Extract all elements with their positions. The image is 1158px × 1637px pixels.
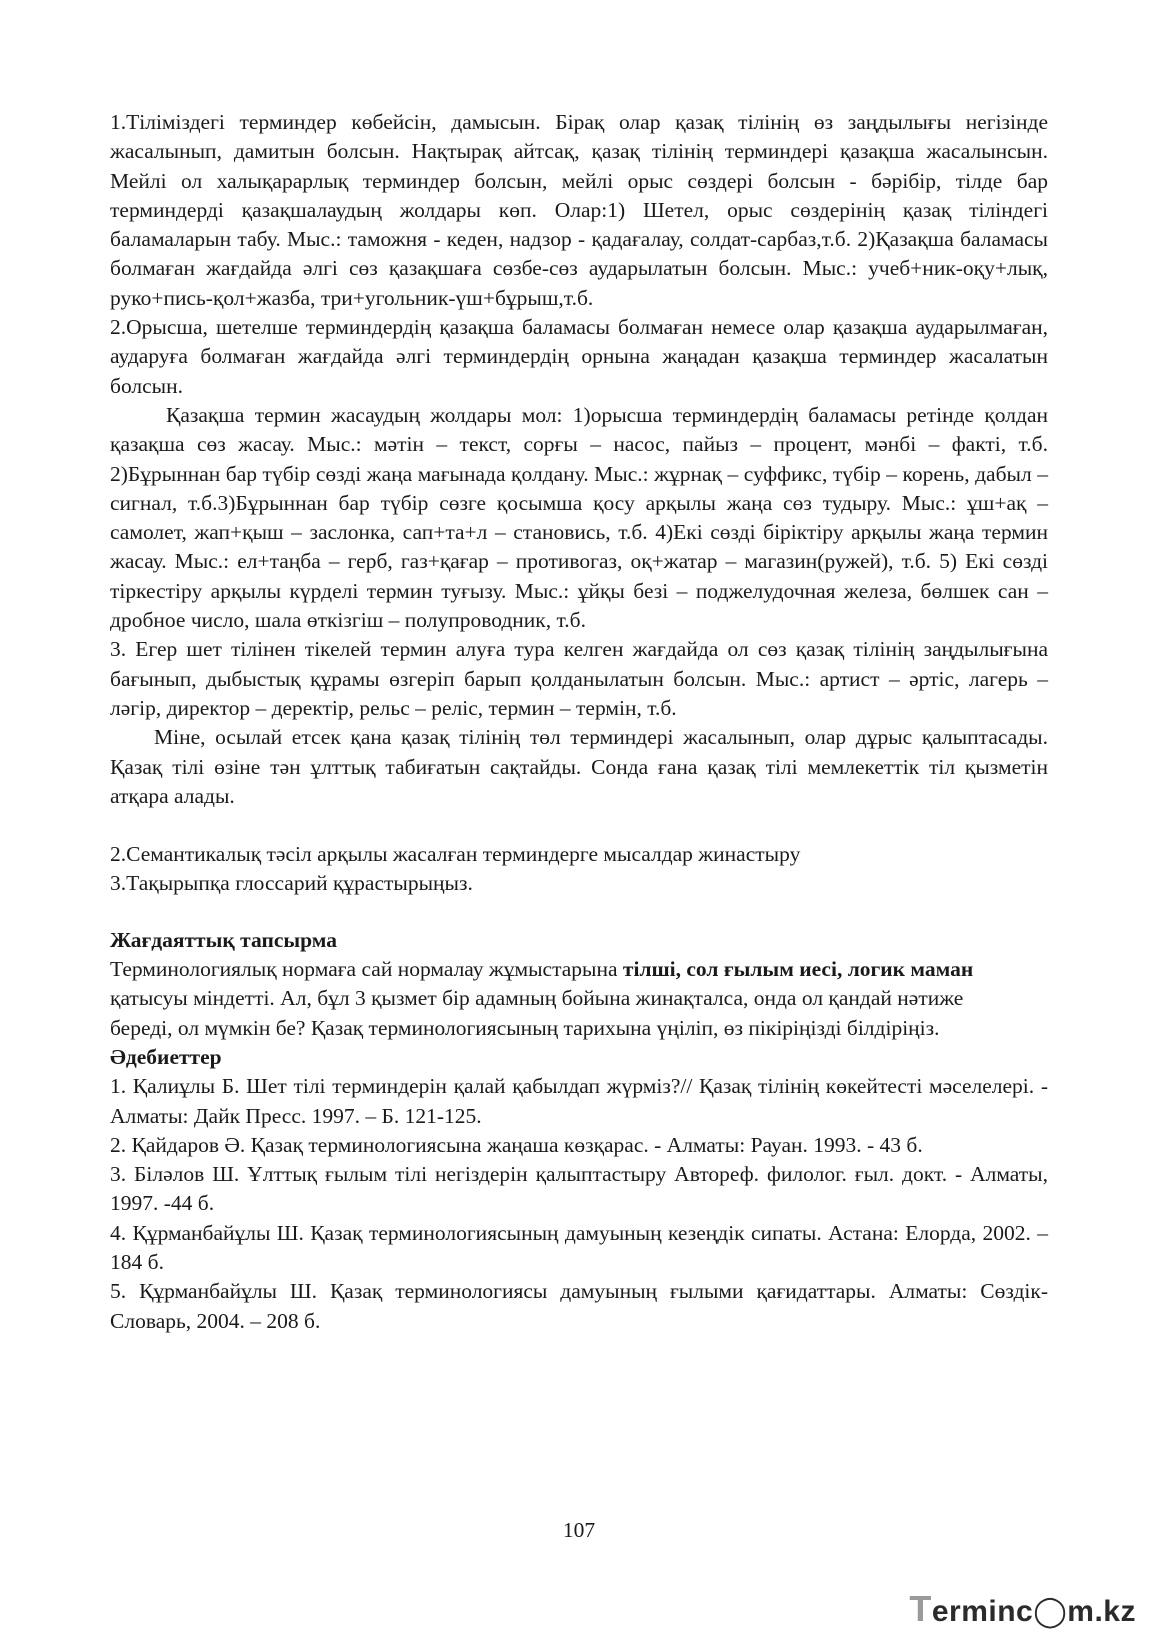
- reference-item-5: 5. Құрманбайұлы Ш. Қазақ терминологиясы дамуының ғылыми қағидаттары. Алматы: Сөздік-Словарь, 2004. – 208 б.: [110, 1279, 1048, 1333]
- task-3: 3.Тақырыпқа глоссарий құрастырыңыз.: [110, 871, 473, 896]
- situation-text-part-1: Терминологиялық нормаға сай нормалау жұмыстарына: [110, 957, 623, 982]
- reference-item-2: 2. Қайдаров Ә. Қазақ терминологиясына жаңаша көзқарас. - Алматы: Рауан. 1993. - 43 б.: [110, 1132, 923, 1157]
- watermark-logo: [909, 1588, 1136, 1630]
- situation-text: [110, 955, 1048, 1043]
- situation-bold-roles: тілші, сол ғылым иесі, логик маман: [622, 957, 974, 982]
- watermark-text: erminc◯m.kz: [931, 1595, 1136, 1628]
- task-2: 2.Семантикалық тәсіл арқылы жасалған терминдерге мысалдар жинастыру: [110, 842, 801, 867]
- paragraph-3: Қазақша термин жасаудың жолдары мол: 1)орысша терминдердің баламасы ретінде қолдан қазақша сөз жасау. Мыс.: мәтін – текст, сорғы – насос, пайыз – процент, мәнбі – факті, т.б. 2)Бұрыннан бар түбір сөзді жаңа мағынада қолдану. Мыс.: жұрнақ – суффикс, түбір – корень, дабыл – сигнал, т.б.3)Бұрыннан бар түбір сөзге қосымша қосу арқылы жаңа сөз тудыру. Мыс.: ұш+ақ – самолет, жап+қыш – заслонка, сап+та+л – становись, т.б. 4)Екі сөзді біріктіру арқылы жаңа термин жасау. Мыс.: ел+таңба – герб, газ+қағар – противогаз, оқ+жатар – магазин(ружей), т.б. 5) Екі сөзді тіркестіру арқылы күрделі термин туғызу. Мыс.: ұйқы безі – поджелудочная железа, бөлшек сан – дробное число, шала өткізгіш – полупроводник, т.б.: [110, 402, 1048, 633]
- references-heading: Әдебиеттер: [110, 1044, 222, 1069]
- spacer: [110, 811, 1048, 840]
- paragraph-5: Міне, осылай етсек қана қазақ тілінің төл терминдері жасалынып, олар дұрыс қалыптасады. Қазақ тілі өзіне тән ұлттық табиғатын сақтайды. Сонда ғана қазақ тілі мемлекеттік тіл қызметін атқара алады.: [110, 725, 1048, 808]
- page-number: 107: [562, 1518, 596, 1542]
- reference-item-3: 3. Біләлов Ш. Ұлттық ғылым тілі негіздерін қалыптастыру Автореф. филолог. ғыл. докт. - Алматы, 1997. -44 б.: [110, 1162, 1048, 1216]
- paragraph-1: 1.Тіліміздегі терминдер көбейсін, дамысын. Бірақ олар қазақ тілінің өз заңдылығы негізінде жасалынып, дамитын болсын. Нақтырақ айтсақ, қазақ тілінің терминдері қазақша жасалынсын. Мейлі ол халықарарлық терминдер болсын, мейлі орыс сөздері болсын - бәрібір, тілде бар терминдерді қазақшалаудың жолдары көп. Олар:1) Шетел, орыс сөздерінің қазақ тіліндегі баламаларын табу. Мыс.: таможня - кеден, надзор - қадағалау, солдат-сарбаз,т.б. 2)Қазақша баламасы болмаған жағдайда әлгі сөз қазақшаға сөзбе-сөз аударылатын болсын. Мыс.: учеб+ник-оқу+лық, руко+пись-қол+жазба, три+угольник-үш+бұрыш,т.б.: [110, 110, 1048, 310]
- watermark-initial: T: [909, 1588, 932, 1629]
- reference-item-4: 4. Құрманбайұлы Ш. Қазақ терминологиясының дамуының кезеңдік сипаты. Астана: Елорда, 2002. – 184 б.: [110, 1220, 1048, 1274]
- paragraph-2: 2.Орысша, шетелше терминдердің қазақша баламасы болмаған немесе олар қазақша аударылмаған, аударуға болмаған жағдайда әлгі терминдердің орнына жаңадан қазақша терминдер жасалатын болсын.: [110, 315, 1048, 398]
- situation-heading: Жағдаяттық тапсырма: [110, 927, 338, 952]
- reference-item-1: 1. Қалиұлы Б. Шет тілі терминдерін қалай қабылдап жүрміз?// Қазақ тілінің көкейтесті мәселелері. - Алматы: Дайк Пресс. 1997. – Б. 121-125.: [110, 1074, 1048, 1128]
- paragraph-4: 3. Егер шет тілінен тікелей термин алуға тура келген жағдайда ол сөз қазақ тілінің заңдылығына бағынып, дыбыстық құрамы өзгеріп барып қолданылатын болсын. Мыс.: артист – әртіс, лагерь – ләгір, директор – деректір, рельс – реліс, термин – термін, т.б.: [110, 637, 1048, 720]
- spacer: [110, 899, 1048, 926]
- document-body: [110, 108, 1048, 1336]
- situation-text-part-2: қатысуы міндетті. Ал, бұл 3 қызмет бір адамның бойына жинақталса, онда ол қандай нәтиже береді, ол мүмкін бе? Қазақ терминологиясының тарихына үңіліп, өз пікіріңізді білдіріңіз.: [110, 986, 964, 1040]
